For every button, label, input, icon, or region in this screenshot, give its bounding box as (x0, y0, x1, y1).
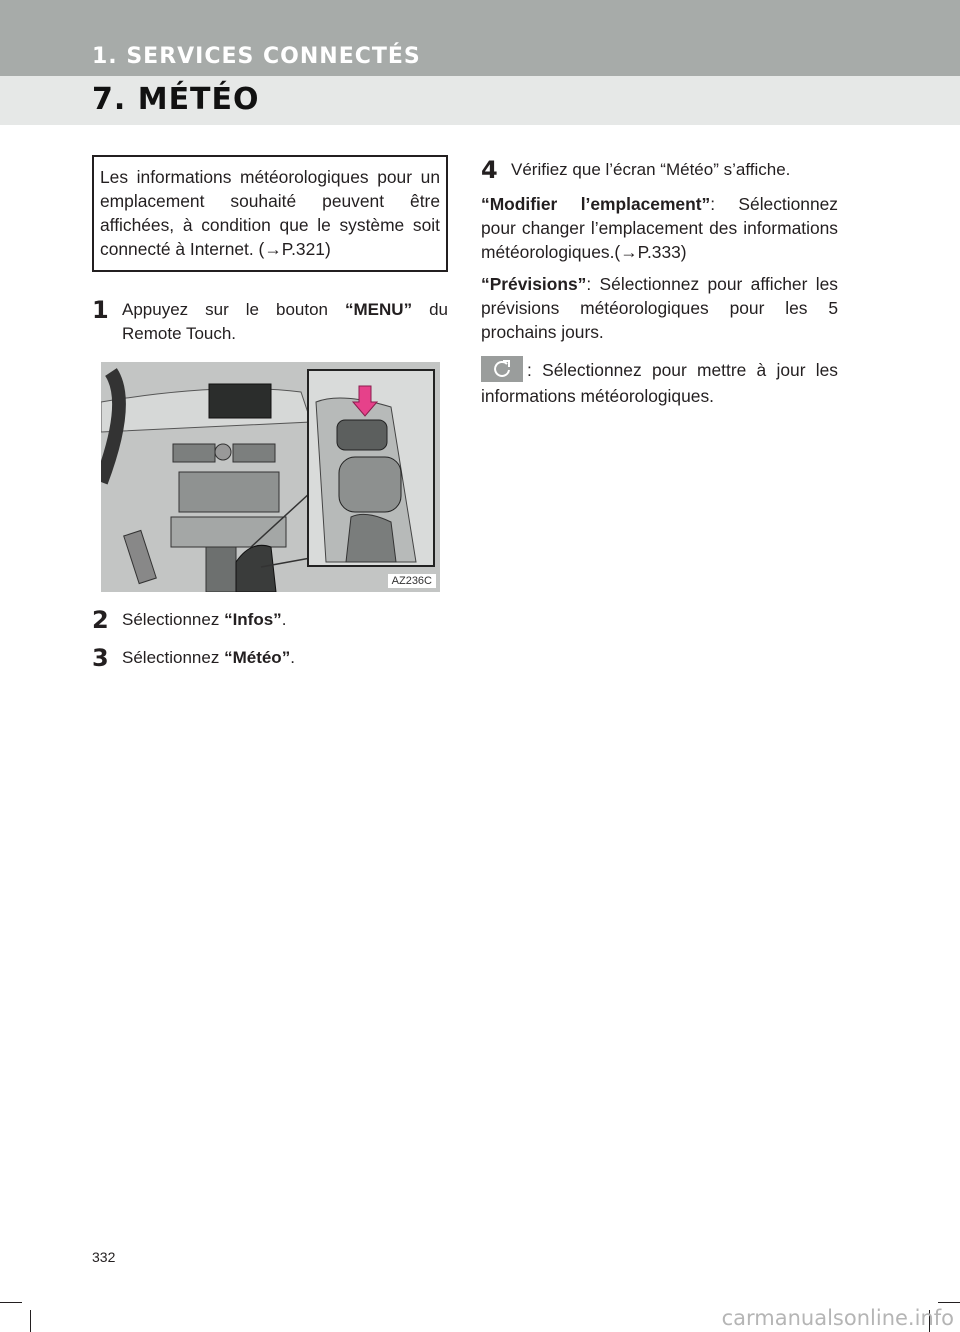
intro-text: Les informations météorologiques pour un emplacement souhaité peuvent être affichées, à condition que le système soit connecté à Internet. (→P.321) (100, 167, 440, 259)
option-label: “Modifier l’emplacement” (481, 194, 711, 214)
crop-mark (30, 1310, 31, 1332)
step-text (122, 608, 448, 632)
dashboard-drawing (101, 362, 440, 592)
step-post: . (281, 610, 287, 629)
step-number: 1 (92, 296, 109, 324)
step-bold: “Météo” (224, 648, 291, 667)
step-pre: Appuyez sur le bouton (122, 300, 346, 319)
step-pre: Vérifiez que l’écran “Météo” s’affiche. (511, 160, 791, 179)
page-title: 7. MÉTÉO (92, 82, 260, 117)
crop-mark (0, 1302, 22, 1303)
step-text (122, 298, 448, 346)
option-refresh (481, 358, 838, 408)
step-pre: Sélectionnez (122, 648, 225, 667)
option-change-location (481, 192, 838, 264)
page-number: 332 (92, 1249, 116, 1265)
step-post: du Remote Touch. (122, 300, 448, 343)
step-pre: Sélectionnez (122, 610, 225, 629)
intro-box (92, 155, 448, 272)
watermark: carmanualsonline.info (721, 1306, 954, 1330)
step-text (511, 158, 838, 182)
step-1 (92, 298, 448, 346)
step-post: . (290, 648, 295, 667)
crop-mark (938, 1302, 960, 1303)
step-3 (92, 646, 448, 670)
section-title: 1. SERVICES CONNECTÉS (92, 44, 421, 69)
refresh-text: : Sélectionnez pour mettre à jour les informations météorologiques. (481, 360, 838, 407)
left-column (92, 155, 448, 670)
figure-code: AZ236C (388, 574, 436, 588)
dashboard-illustration (101, 362, 440, 592)
step-bold: “MENU” (345, 300, 413, 319)
step-bold: “Infos” (224, 610, 282, 629)
step-4 (481, 158, 838, 182)
refresh-icon (481, 356, 523, 382)
step-number: 4 (481, 156, 498, 184)
step-2 (92, 608, 448, 632)
step-text (122, 646, 448, 670)
option-forecast (481, 272, 838, 344)
option-text: : Sélectionnez pour afficher les prévisions météorologiques pour les 5 prochains jours. (481, 274, 838, 342)
option-label: “Prévisions” (481, 274, 587, 294)
option-text: : Sélectionnez pour changer l’emplacement des informations météorologiques.(→P.333) (481, 194, 839, 262)
step-number: 3 (92, 644, 109, 672)
right-column (481, 158, 838, 408)
step-number: 2 (92, 606, 109, 634)
